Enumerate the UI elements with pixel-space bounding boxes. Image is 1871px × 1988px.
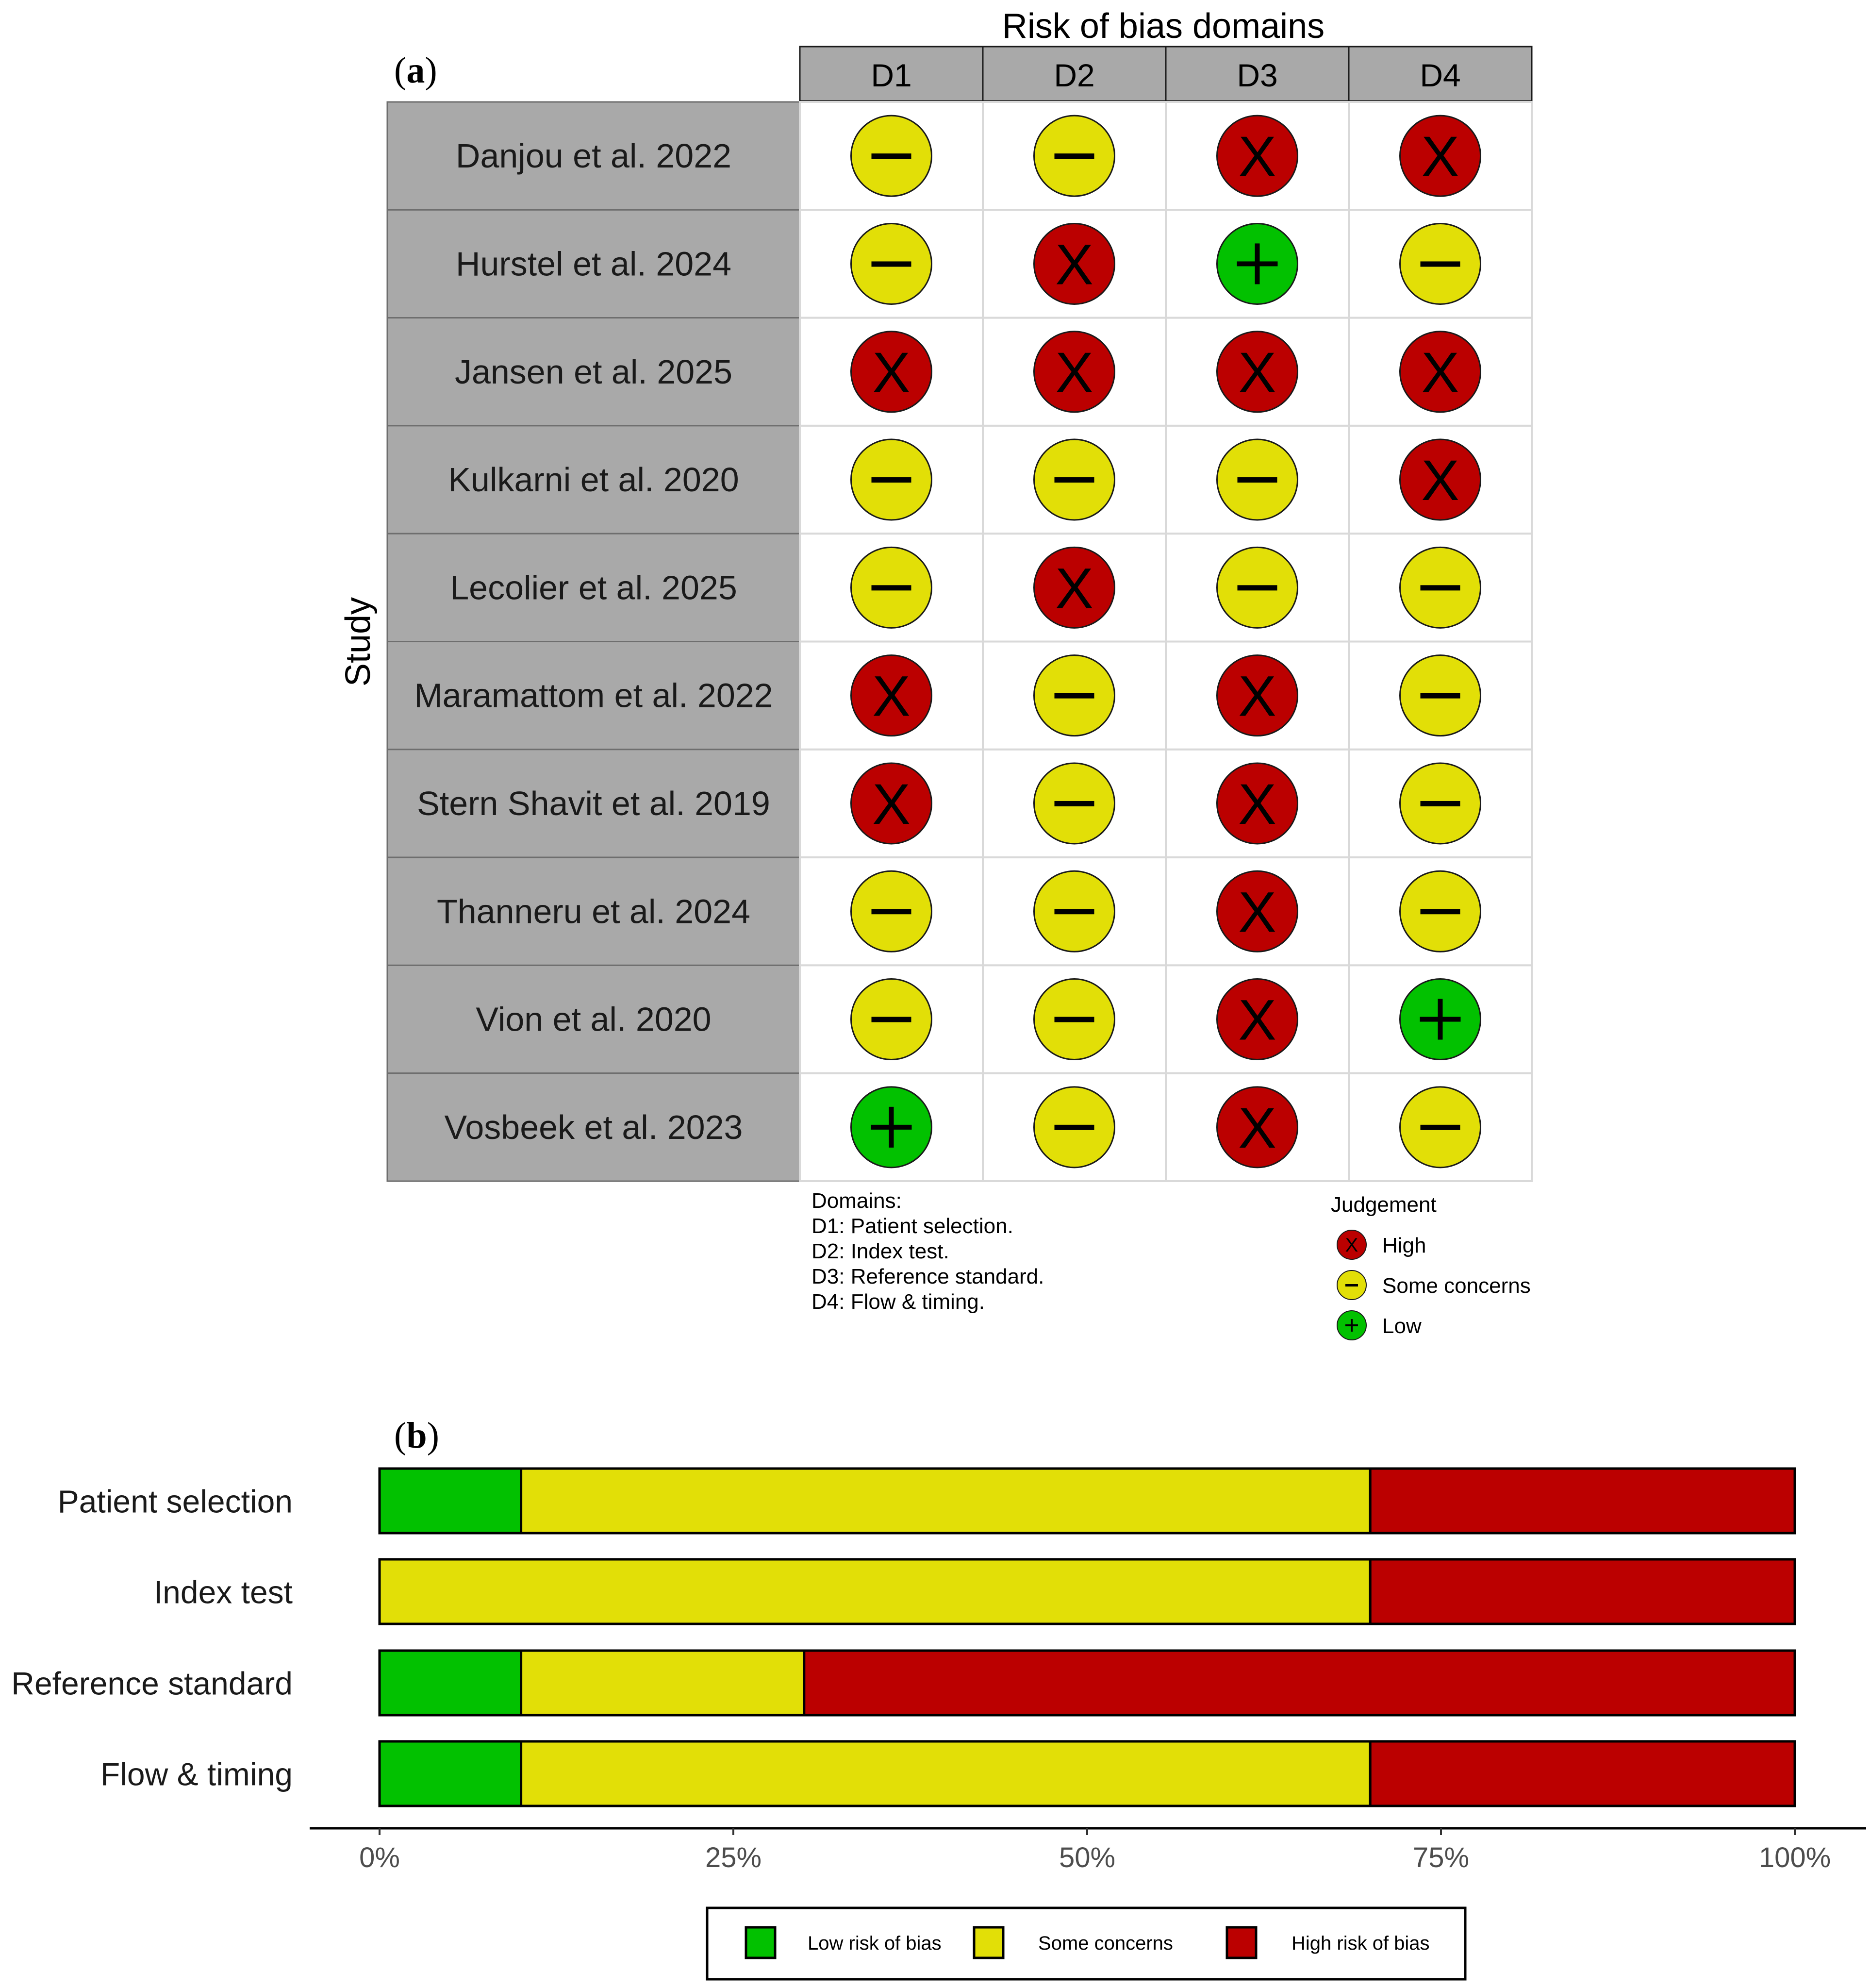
judgement-high-icon [851, 655, 932, 736]
x-symbol: X [1238, 988, 1276, 1052]
x-symbol: X [1238, 1096, 1276, 1160]
judgement-some-concerns-icon [851, 547, 932, 628]
domains-legend-d3: D3: Reference standard. [811, 1265, 1044, 1288]
judgement-high-icon [1217, 655, 1298, 736]
plus-symbol-v [1438, 999, 1443, 1040]
bar-segment-low-risk-of-bias [380, 1651, 521, 1715]
judgement-some-concerns-icon [1400, 547, 1481, 628]
judgement-high-icon [1034, 547, 1115, 628]
x-axis-tick-label: 0% [359, 1842, 400, 1873]
domains-legend [811, 1189, 1044, 1314]
x-axis-tick-label: 75% [1412, 1842, 1470, 1873]
judgement-some-concerns-icon [1034, 871, 1115, 952]
legend-key-label: Some concerns [1038, 1933, 1173, 1954]
bar-category-label: Reference standard [11, 1665, 293, 1702]
x-symbol: X [1055, 556, 1093, 621]
x-symbol: X [1055, 233, 1093, 297]
judgement-high-icon [1217, 979, 1298, 1060]
judgement-some-concerns-icon [851, 439, 932, 520]
panel-b-label: (b) [394, 1415, 439, 1456]
judgement-some-concerns-icon [1034, 979, 1115, 1060]
minus-symbol [872, 261, 911, 267]
domain-header-label: D2 [1054, 57, 1095, 93]
judgement-low-icon [1217, 223, 1298, 304]
bar-segment-high-risk-of-bias [1370, 1469, 1795, 1533]
judgement-legend-items [1337, 1230, 1531, 1340]
judgement-high-icon [1217, 116, 1298, 196]
x-symbol: X [872, 664, 911, 729]
x-symbol: X [1238, 880, 1276, 945]
risk-grid [387, 47, 1532, 1181]
judgement-high-icon [851, 763, 932, 844]
judgement-legend-title: Judgement [1331, 1193, 1437, 1217]
minus-symbol [1055, 801, 1094, 806]
judgement-some-concerns-icon [851, 116, 932, 196]
study-label: Stern Shavit et al. 2019 [417, 784, 770, 822]
legend-key-low-risk-of-bias [746, 1927, 775, 1958]
legend-high [1337, 1230, 1426, 1259]
minus-symbol [1238, 585, 1277, 590]
minus-symbol [1055, 909, 1094, 914]
minus-symbol [872, 153, 911, 159]
bar-segment-high-risk-of-bias [1370, 1559, 1795, 1624]
judgement-some-concerns-icon [1034, 1087, 1115, 1168]
minus-symbol [1055, 693, 1094, 699]
legend-key-some-concerns [974, 1927, 1003, 1958]
minus-symbol [872, 585, 911, 590]
legend-key-label: Low risk of bias [808, 1933, 942, 1954]
minus-symbol [1238, 477, 1277, 483]
judgement-some-concerns-icon [1400, 1087, 1481, 1168]
minus-symbol [1055, 153, 1094, 159]
legend-minus [1345, 1284, 1358, 1286]
legend-key-label: High risk of bias [1291, 1933, 1430, 1954]
bar-segment-high-risk-of-bias [804, 1651, 1795, 1715]
judgement-high-icon [1034, 332, 1115, 412]
bar-category-label: Flow & timing [100, 1756, 293, 1792]
minus-symbol [872, 477, 911, 483]
minus-symbol [1421, 801, 1460, 806]
study-label: Thanneru et al. 2024 [436, 892, 751, 931]
panel-a-title: Risk of bias domains [1002, 7, 1325, 46]
bar-segment-low-risk-of-bias [380, 1741, 521, 1806]
bar-segment-some-concerns [521, 1651, 804, 1715]
minus-symbol [1421, 1125, 1460, 1130]
legend-label: Low [1382, 1314, 1422, 1338]
legend-label: Some concerns [1382, 1274, 1531, 1298]
domains-legend-title: Domains: [811, 1189, 902, 1213]
study-label: Hurstel et al. 2024 [455, 245, 732, 283]
minus-symbol [1055, 477, 1094, 483]
legend-x: X [1345, 1235, 1358, 1256]
x-symbol: X [1421, 449, 1459, 513]
judgement-some-concerns-icon [1034, 655, 1115, 736]
legend-label: High [1382, 1234, 1426, 1257]
panel-b-label-letter: b [406, 1415, 427, 1456]
study-label: Danjou et al. 2022 [455, 137, 732, 175]
judgement-high-icon [1217, 763, 1298, 844]
legend-low [1337, 1311, 1422, 1340]
judgement-high-icon [1400, 116, 1481, 196]
domain-header-label: D3 [1237, 57, 1278, 93]
x-axis-tick-label: 25% [705, 1842, 762, 1873]
judgement-some-concerns-icon [851, 223, 932, 304]
judgement-high-icon [1034, 223, 1115, 304]
bar-category-label: Index test [153, 1574, 293, 1610]
judgement-some-concerns-icon [1400, 655, 1481, 736]
legend-plus-v [1351, 1319, 1353, 1332]
legend-some-concerns [1337, 1270, 1531, 1300]
x-symbol: X [1238, 772, 1276, 836]
study-label: Vosbeek et al. 2023 [444, 1108, 743, 1146]
judgement-high-icon [1217, 1087, 1298, 1168]
minus-symbol [1421, 909, 1460, 914]
judgement-some-concerns-icon [1400, 763, 1481, 844]
x-axis-tick-label: 100% [1758, 1842, 1831, 1873]
judgement-some-concerns-icon [851, 871, 932, 952]
x-symbol: X [1421, 340, 1459, 405]
domain-header-label: D4 [1420, 57, 1461, 93]
judgement-high-icon [851, 332, 932, 412]
domains-legend-d2: D2: Index test. [811, 1239, 949, 1263]
judgement-some-concerns-icon [1034, 116, 1115, 196]
judgement-some-concerns-icon [1400, 223, 1481, 304]
judgement-low-icon [851, 1087, 932, 1168]
judgement-high-icon [1217, 332, 1298, 412]
x-symbol: X [1421, 125, 1459, 189]
x-symbol: X [872, 772, 911, 836]
panel-a-label-letter: a [406, 50, 425, 91]
minus-symbol [872, 909, 911, 914]
study-label: Vion et al. 2020 [476, 1000, 712, 1038]
bar-segment-some-concerns [521, 1741, 1371, 1806]
summary-legend [707, 1908, 1465, 1979]
plus-symbol-v [1255, 243, 1260, 284]
legend-key-high-risk-of-bias [1227, 1927, 1256, 1958]
minus-symbol [1421, 693, 1460, 699]
x-symbol: X [1238, 340, 1276, 405]
x-symbol: X [872, 340, 911, 405]
judgement-some-concerns-icon [1034, 763, 1115, 844]
x-symbol: X [1238, 664, 1276, 729]
bar-segment-high-risk-of-bias [1370, 1741, 1795, 1806]
domains-legend-d4: D4: Flow & timing. [811, 1290, 985, 1314]
bar-category-label: Patient selection [57, 1483, 293, 1520]
minus-symbol [872, 1017, 911, 1022]
panel-a-label: (a) [394, 50, 437, 91]
judgement-low-icon [1400, 979, 1481, 1060]
study-label: Maramattom et al. 2022 [414, 676, 773, 715]
bar-segment-low-risk-of-bias [380, 1469, 521, 1533]
judgement-high-icon [1400, 439, 1481, 520]
judgement-some-concerns-icon [851, 979, 932, 1060]
bar-segment-some-concerns [380, 1559, 1370, 1624]
x-symbol: X [1238, 125, 1276, 189]
judgement-some-concerns-icon [1217, 439, 1298, 520]
plus-symbol-v [889, 1107, 894, 1148]
summary-bar-chart [11, 1469, 1866, 1873]
minus-symbol [1055, 1125, 1094, 1130]
x-axis-tick-label: 50% [1059, 1842, 1116, 1873]
judgement-some-concerns-icon [1034, 439, 1115, 520]
study-label: Kulkarni et al. 2020 [448, 461, 739, 499]
x-symbol: X [1055, 340, 1093, 405]
study-axis-title: Study [339, 597, 378, 687]
study-label: Jansen et al. 2025 [454, 352, 733, 391]
domains-legend-d1: D1: Patient selection. [811, 1214, 1013, 1238]
minus-symbol [1055, 1017, 1094, 1022]
judgement-some-concerns-icon [1400, 871, 1481, 952]
minus-symbol [1421, 261, 1460, 267]
domain-header-label: D1 [871, 57, 912, 93]
judgement-high-icon [1217, 871, 1298, 952]
judgement-some-concerns-icon [1217, 547, 1298, 628]
judgement-legend [1331, 1193, 1531, 1340]
study-label: Lecolier et al. 2025 [450, 568, 737, 607]
judgement-high-icon [1400, 332, 1481, 412]
bar-segment-some-concerns [521, 1469, 1371, 1533]
minus-symbol [1421, 585, 1460, 590]
